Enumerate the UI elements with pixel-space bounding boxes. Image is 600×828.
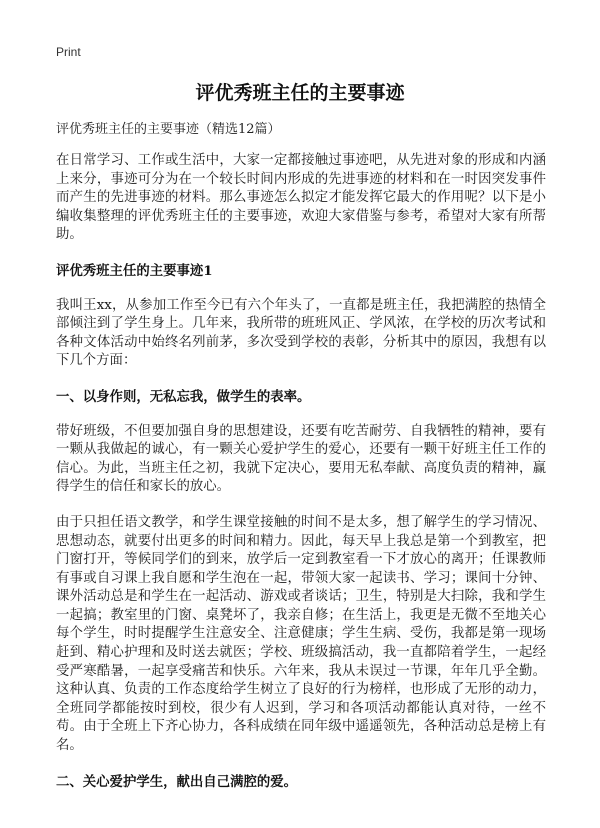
paragraph-daily-work: 由于只担任语文教学，和学生课堂接触的时间不是太多，想了解学生的学习情况、思想动态，就要付出更多的时间和精力。因此，每天早上我总是第一个到教室，把门窗打开，等候同学们的到来，放学后一定到教室看一下才放心的离开；任课教师有事或自习课上我自愿和学生泡在一起，带领大家一起读书、学习；课间十分钟、课外活动总是和学生在一起活动、游戏或者谈话；卫生，特别是大扫除，我和学生一起搞；教室里的门窗、桌凳坏了，我亲自修；在生活上，我更是无微不至地关心每个学生，时时提醒学生注意安全、注意健康；学生生病、受伤，我都是第一现场赶到、精心护理和及时送去就医；学校、班级搞活动，我一直都陪着学生，一起经受严寒酷暑，一起享受痛苦和快乐。六年来，我从未误过一节课，年年几乎全勤。这种认真、负责的工作态度给学生树立了良好的行为榜样，也形成了无形的动力，全班同学都能按时到校，很少有人迟到，学习和各项活动都能认真对待，一丝不苟。由于全班上下齐心协力，各科成绩在同年级中遥遥领先，各种活动总是榜上有名。: [56, 514, 546, 754]
section-1-title: 评优秀班主任的主要事迹1: [56, 262, 213, 279]
print-link[interactable]: Print: [56, 45, 81, 59]
section-1-paragraph: 我叫王xx，从参加工作至今已有六个年头了，一直都是班主任，我把满腔的热情全部倾注到了学生身上。几年来，我所带的班班风正、学风浓，在学校的历次考试和各种文体活动中始终名列前茅，多次受到学校的表彰，分析其中的原因，我想有以下几个方面：: [56, 297, 546, 369]
page-title: 评优秀班主任的主要事迹: [195, 82, 405, 104]
intro-paragraph: 在日常学习、工作或生活中，大家一定都接触过事迹吧，从先进对象的形成和内涵上来分，事迹可分为在一个较长时间内形成的先进事迹的材料和在一时因突发事件而产生的先进事迹的材料。那么事迹怎么拟定才能发挥它最大的作用呢？以下是小编收集整理的评优秀班主任的主要事迹，欢迎大家借鉴与参考，希望对大家有所帮助。: [56, 153, 546, 243]
paragraph-lead-by-example: 带好班级，不但要加强自身的思想建设，还要有吃苦耐劳、自我牺牲的精神，要有一颗从我做起的诚心，有一颗关心爱护学生的爱心，还要有一颗干好班主任工作的信心。为此，当班主任之初，我就下定决心，要用无私奉献、高度负责的精神，赢得学生的信任和家长的放心。: [56, 423, 546, 495]
document-subtitle: 评优秀班主任的主要事迹（精选12篇）: [56, 122, 281, 137]
heading-care-for-students: 二、关心爱护学生，献出自己满腔的爱。: [56, 773, 298, 790]
document-body: [56, 152, 546, 807]
heading-lead-by-example: 一、以身作则，无私忘我，做学生的表率。: [56, 388, 311, 405]
